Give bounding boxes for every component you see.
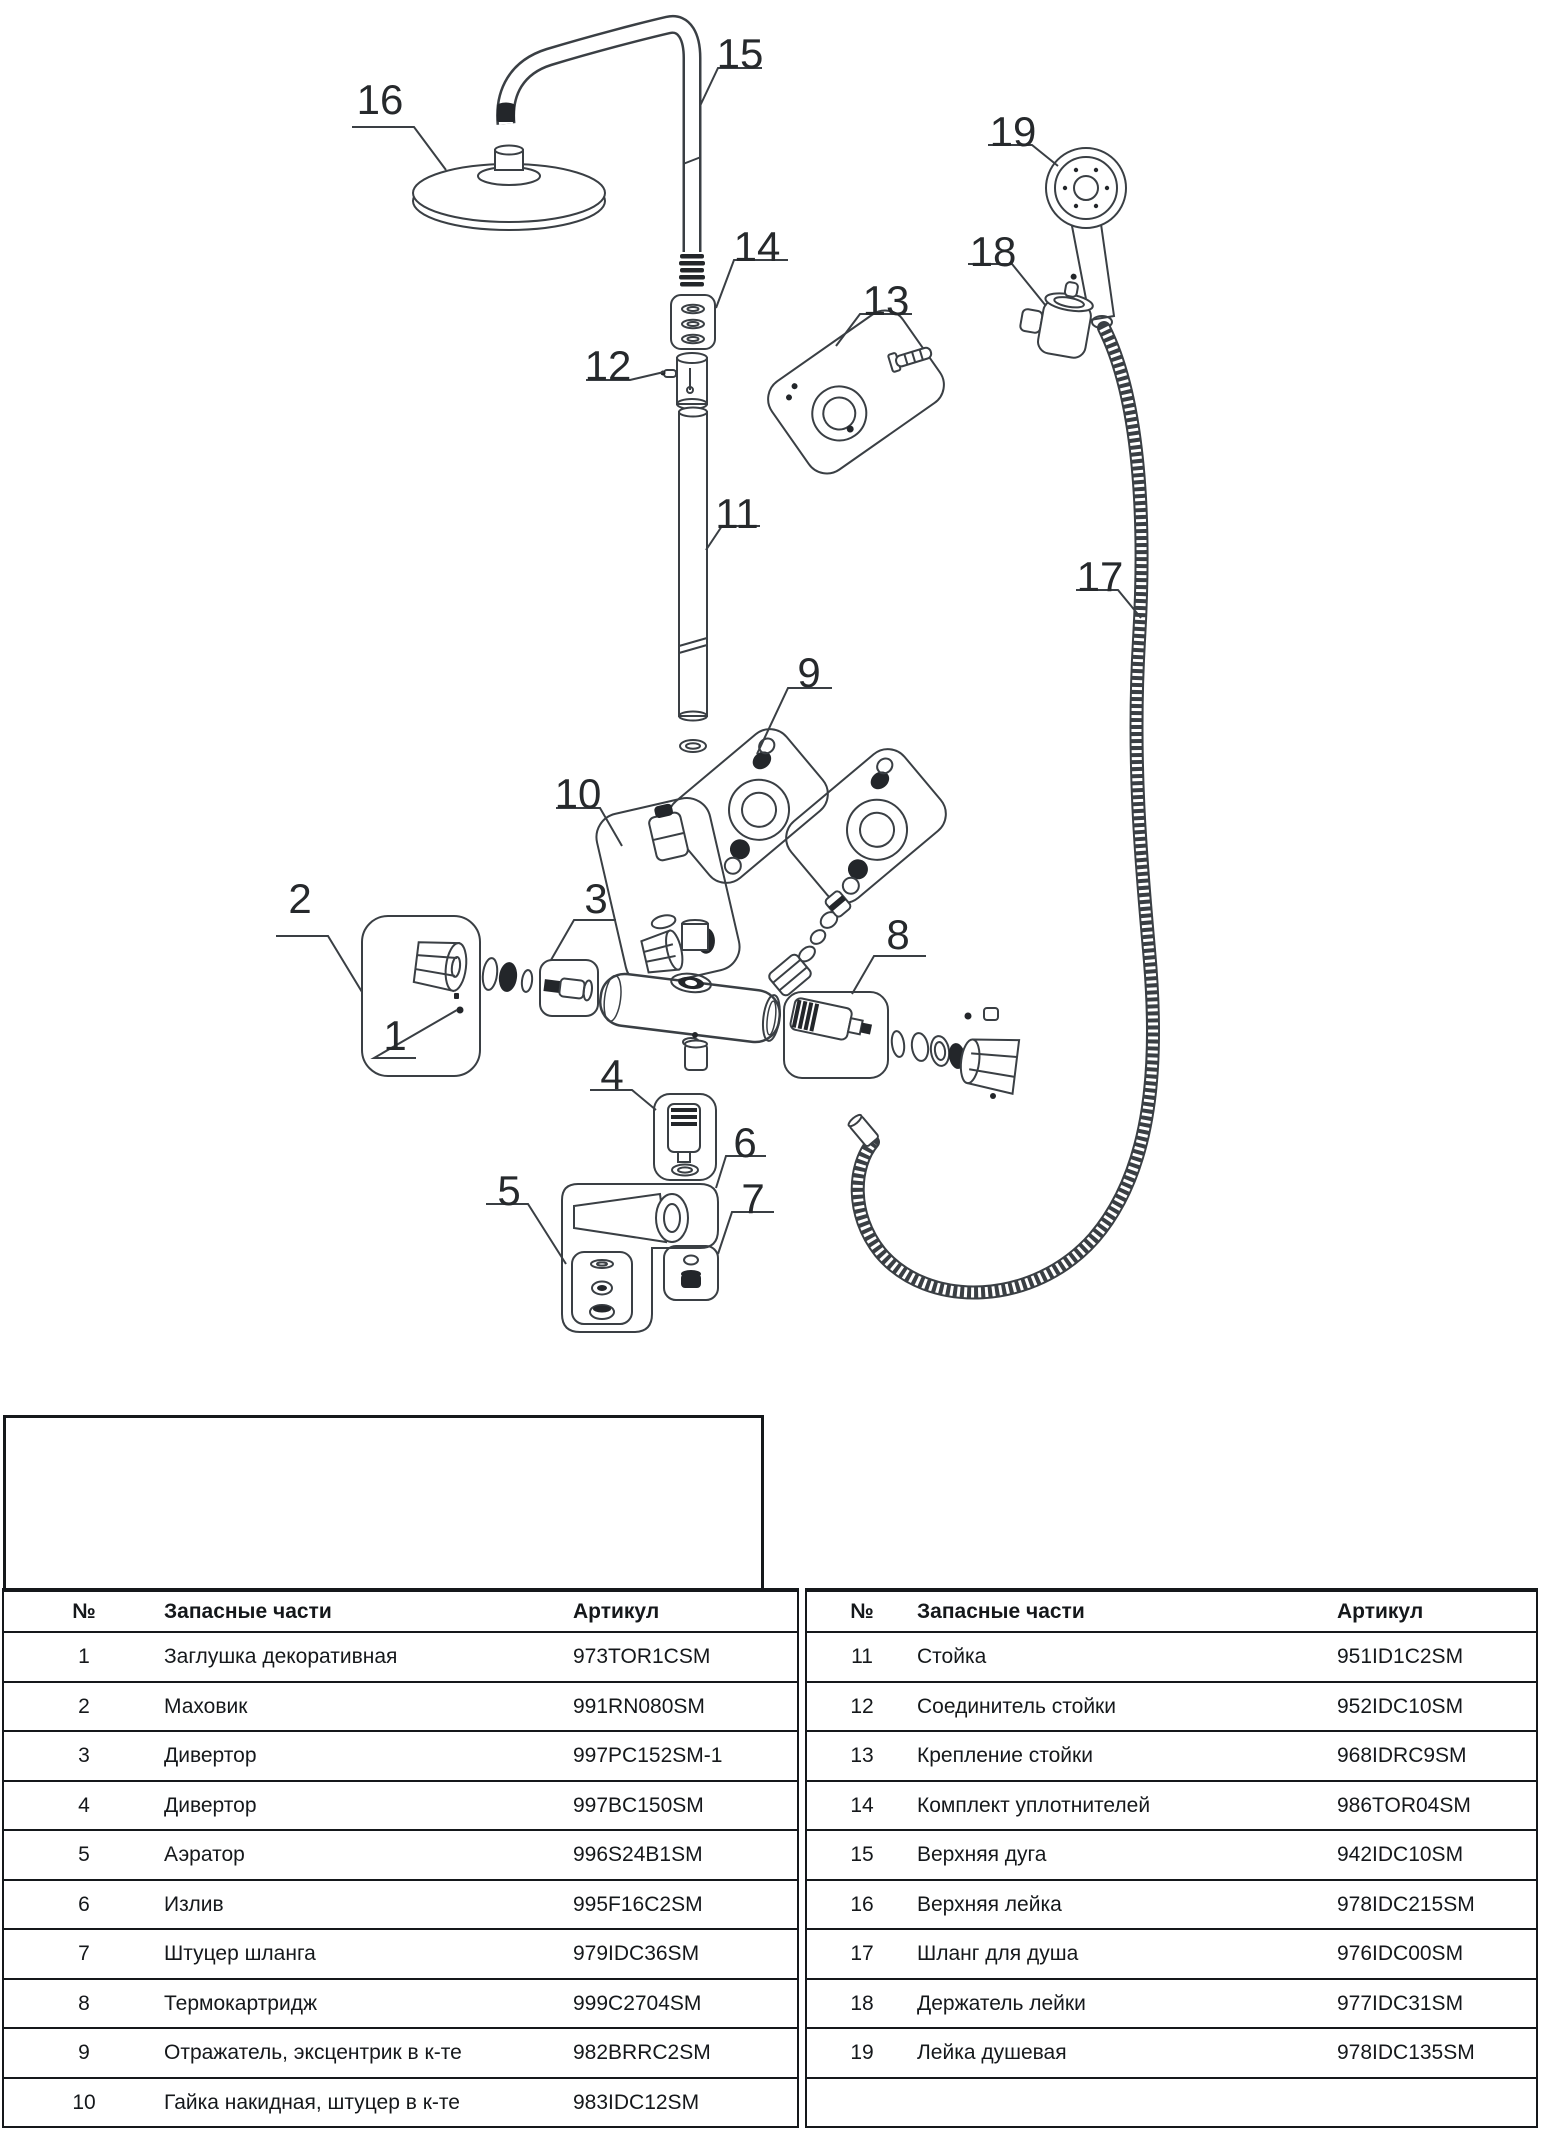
callout-8: 8 xyxy=(886,911,910,958)
header-num: № xyxy=(850,1599,874,1623)
part-number: 3 xyxy=(78,1744,90,1768)
part-article: 979IDC36SM xyxy=(573,1942,700,1966)
table-row xyxy=(4,1978,797,2028)
part-name: Стойка xyxy=(917,1645,987,1669)
part-article: 982BRRC2SM xyxy=(573,2041,711,2065)
part-name: Отражатель, эксцентрик в к-те xyxy=(164,2041,462,2065)
part-article: 978IDC135SM xyxy=(1337,2041,1475,2065)
part-number: 15 xyxy=(850,1843,874,1867)
part-number: 16 xyxy=(850,1892,874,1916)
table-row xyxy=(807,1978,1536,2028)
part-name: Штуцер шланга xyxy=(164,1942,316,1966)
part-name: Аэратор xyxy=(164,1843,245,1867)
part-article: 991RN080SM xyxy=(573,1694,705,1718)
table-header-row xyxy=(4,1592,797,1631)
part-number: 6 xyxy=(78,1892,90,1916)
part-article: 996S24B1SM xyxy=(573,1843,703,1867)
part-article: 977IDC31SM xyxy=(1337,1991,1464,2015)
wall-bracket-box xyxy=(759,298,958,482)
divertor-box-4 xyxy=(654,1032,716,1180)
callout-15: 15 xyxy=(716,30,764,77)
part-article: 952IDC10SM xyxy=(1337,1694,1464,1718)
part-article: 968IDRC9SM xyxy=(1337,1744,1467,1768)
thermo-cartridge-box xyxy=(784,992,1019,1099)
mixer-body xyxy=(598,920,784,1046)
part-name: Дивертор xyxy=(164,1744,257,1768)
part-name: Соединитель стойки xyxy=(917,1694,1116,1718)
callout-2: 2 xyxy=(288,875,312,922)
upper-arc-pipe xyxy=(497,24,705,286)
callout-3: 3 xyxy=(584,875,608,922)
part-article: 995F16C2SM xyxy=(573,1892,703,1916)
table-row xyxy=(4,1780,797,1830)
callout-13: 13 xyxy=(862,277,910,324)
table-row xyxy=(4,1928,797,1978)
table-row xyxy=(807,1780,1536,1830)
table-row xyxy=(807,1928,1536,1978)
callout-12: 12 xyxy=(584,342,632,389)
part-number: 18 xyxy=(850,1991,874,2015)
header-parts: Запасные части xyxy=(917,1599,1085,1623)
table-row xyxy=(807,1631,1536,1681)
callout-1: 1 xyxy=(383,1012,407,1059)
header-article: Артикул xyxy=(1337,1599,1424,1623)
table-row xyxy=(4,1681,797,1731)
table-row xyxy=(4,1829,797,1879)
table-header-row xyxy=(807,1592,1536,1631)
part-number: 12 xyxy=(850,1694,874,1718)
callout-4: 4 xyxy=(600,1051,624,1098)
part-article: 997PC152SM-1 xyxy=(573,1744,723,1768)
table-row xyxy=(807,1730,1536,1780)
table-row-empty xyxy=(807,2077,1536,2127)
part-number: 5 xyxy=(78,1843,90,1867)
aerator-kit-box xyxy=(572,1252,632,1324)
part-name: Лейка душевая xyxy=(917,2041,1067,2065)
inlet-chain-right xyxy=(767,890,852,998)
part-name: Гайка накидная, штуцер в к-те xyxy=(164,2090,460,2114)
part-article: 951ID1C2SM xyxy=(1337,1645,1464,1669)
callout-7: 7 xyxy=(741,1175,765,1222)
table-row xyxy=(807,1829,1536,1879)
callout-5: 5 xyxy=(497,1167,521,1214)
callout-9: 9 xyxy=(797,649,821,696)
callout-17: 17 xyxy=(1076,553,1124,600)
callout-16: 16 xyxy=(356,76,404,123)
part-name: Дивертор xyxy=(164,1793,257,1817)
part-name: Термокартридж xyxy=(164,1991,317,2015)
part-number: 11 xyxy=(851,1645,873,1669)
part-article: 986TOR04SM xyxy=(1337,1793,1471,1817)
seal-kit-box xyxy=(671,295,715,349)
part-name: Маховик xyxy=(164,1694,248,1718)
header-article: Артикул xyxy=(573,1599,660,1623)
part-number: 4 xyxy=(78,1793,90,1817)
part-article: 997BC150SM xyxy=(573,1793,704,1817)
overhead-shower xyxy=(413,146,605,231)
hose-fitting-box xyxy=(664,1246,718,1300)
part-name: Шланг для душа xyxy=(917,1942,1079,1966)
reflector-kit-box-right xyxy=(777,740,955,912)
part-number: 13 xyxy=(850,1744,874,1768)
header-num: № xyxy=(72,1599,96,1623)
divertor-box-3 xyxy=(540,960,598,1016)
callout-10: 10 xyxy=(554,770,602,817)
callout-19: 19 xyxy=(989,108,1037,155)
part-number: 17 xyxy=(850,1942,874,1966)
callout-11: 11 xyxy=(715,490,759,537)
part-name: Верхняя лейка xyxy=(917,1892,1062,1916)
part-name: Крепление стойки xyxy=(917,1744,1093,1768)
part-name: Держатель лейки xyxy=(917,1991,1086,2015)
part-name: Верхняя дуга xyxy=(917,1843,1047,1867)
part-article: 983IDC12SM xyxy=(573,2090,700,2114)
right-handwheel xyxy=(958,1033,1019,1093)
callout-18: 18 xyxy=(969,228,1017,275)
table-row xyxy=(4,1879,797,1929)
spout-assembly xyxy=(562,1184,718,1332)
table-row xyxy=(4,1730,797,1780)
table-row xyxy=(4,1631,797,1681)
part-name: Излив xyxy=(164,1892,224,1916)
part-article: 999C2704SM xyxy=(573,1991,702,2015)
part-article: 978IDC215SM xyxy=(1337,1892,1475,1916)
part-number: 9 xyxy=(78,2041,90,2065)
part-number: 10 xyxy=(72,2090,96,2114)
part-article: 976IDC00SM xyxy=(1337,1942,1464,1966)
table-row xyxy=(4,2077,797,2127)
table-row xyxy=(807,1681,1536,1731)
nut-fitting-box xyxy=(592,793,745,991)
part-name: Заглушка декоративная xyxy=(164,1645,398,1669)
part-number: 8 xyxy=(78,1991,90,2015)
part-number: 1 xyxy=(78,1645,90,1669)
column-pipe xyxy=(679,408,707,753)
parts-table-left xyxy=(2,1588,799,2128)
part-number: 19 xyxy=(850,2041,874,2065)
table-row xyxy=(4,2027,797,2077)
hose-end-fitting xyxy=(847,1113,879,1147)
part-number: 14 xyxy=(850,1793,874,1817)
parts-table-right xyxy=(805,1588,1538,2128)
shower-hose xyxy=(847,328,1153,1292)
empty-frame-box xyxy=(3,1415,764,1591)
part-name: Комплект уплотнителей xyxy=(917,1793,1151,1817)
part-article: 942IDC10SM xyxy=(1337,1843,1464,1867)
column-connector xyxy=(661,353,708,409)
handwheel xyxy=(413,938,468,992)
callout-14: 14 xyxy=(733,223,781,270)
header-parts: Запасные части xyxy=(164,1599,332,1623)
part-number: 2 xyxy=(78,1694,90,1718)
table-row xyxy=(807,2027,1536,2077)
part-article: 973TOR1CSM xyxy=(573,1645,711,1669)
part-number: 7 xyxy=(78,1942,90,1966)
table-row xyxy=(807,1879,1536,1929)
callout-6: 6 xyxy=(733,1119,757,1166)
